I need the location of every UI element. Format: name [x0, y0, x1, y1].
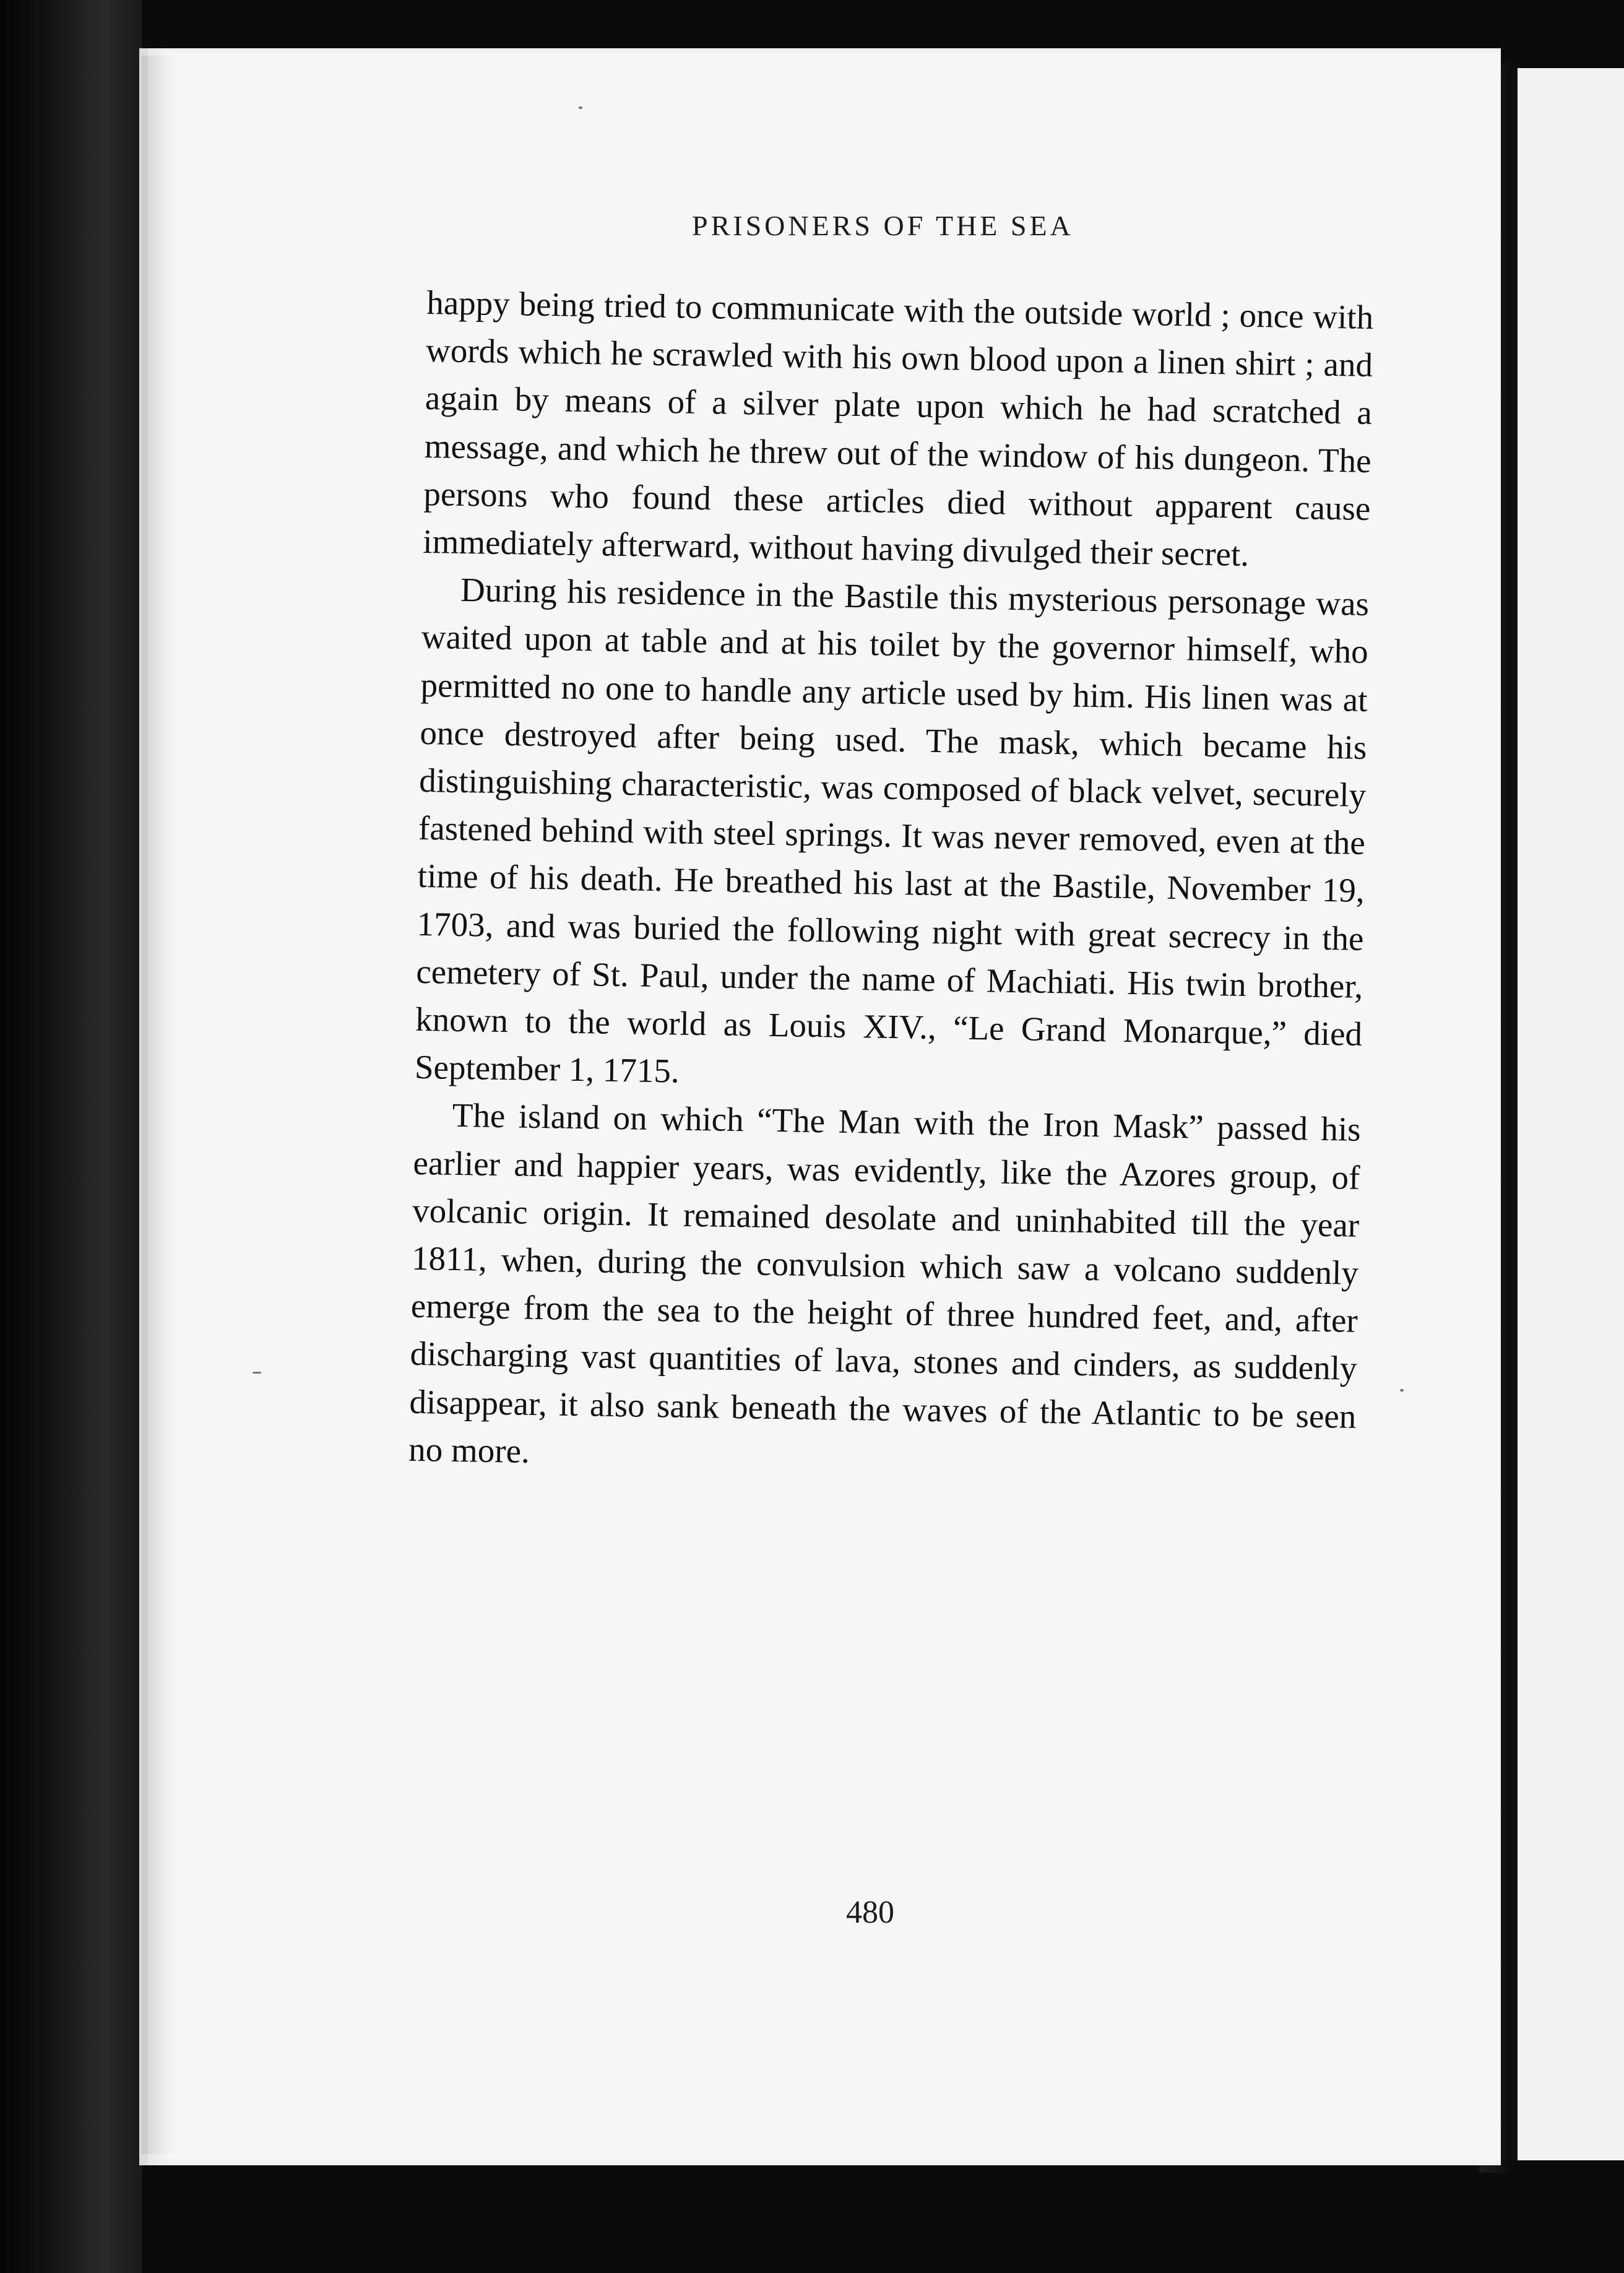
paragraph-bastile: During his residence in the Bastile this mysterious personage was waited upon at table and at his toilet by the governor himself, who permitted no one to handle any article used by him. His linen was at once destroyed after being used. The mask, which became his distinguishing characteristic, was composed of black velvet, securely fastened behind with steel springs. It was never removed, even at the time of his death. He breathed his last at the Bastile, November 19, 1703, and was buried the following night with great secrecy in the cemetery of St. Paul, under the name of Machiati. His twin brother, known to the world as Louis XIV., “Le Grand Monarque,” died September 1, 1715.: [414, 571, 1370, 1090]
paragraph-continued: happy being tried to communicate with the outside world ; once with words which he scrawled with his own blood upon a linen shirt ; and again by means of a silver plate upon which he had scratched a message, and which he threw out of the window of his dungeon. The persons who found these articles died without apparent cause immediately afterward, without having divulged their secret.: [422, 283, 1374, 573]
scan-speck: [579, 106, 582, 109]
paragraph-island: The island on which “The Man with the Iron Mask” passed his earlier and happier years, was evidently, like the Azores group, of volcanic origin. It remained desolate and uninhabited till the year 1811, when, during the convulsion which saw a volcano suddenly emerge from the sea to the height of three hundred feet, and, after discharging vast quantities of lava, stones and cinders, as suddenly disappear, it also sank beneath the waves of the Atlantic to be seen no more.: [408, 1096, 1362, 1470]
scan-speck: [1400, 1389, 1404, 1392]
running-head: PRISONERS OF THE SEA: [692, 210, 1074, 241]
book-spine-edge: [0, 0, 142, 2273]
facing-page: [1511, 68, 1624, 2160]
page-number: 480: [846, 1895, 894, 1930]
body-text: [408, 279, 1374, 1488]
scan-speck: [253, 1372, 261, 1374]
page-edge-shading: [141, 56, 178, 2154]
